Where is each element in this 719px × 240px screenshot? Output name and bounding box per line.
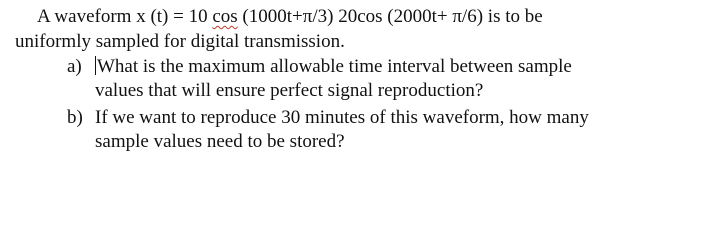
statement-text-end: (1000t+π/3) 20cos (2000t+ π/6) is to be <box>237 6 543 27</box>
question-a-line-1-text: What is the maximum allowable time interval between sample <box>97 56 572 77</box>
problem-statement-line-2: uniformly sampled for digital transmission. <box>15 31 345 52</box>
question-text-a <box>95 55 572 103</box>
spellcheck-flagged-word[interactable]: cos <box>212 6 238 27</box>
question-a-line-2: values that will ensure perfect signal reproduction? <box>95 80 484 101</box>
question-a-line-1 <box>95 55 572 79</box>
question-marker-a: a) <box>67 56 82 77</box>
question-marker-b: b) <box>67 107 83 128</box>
question-b-line-1: If we want to reproduce 30 minutes of this waveform, how many <box>95 107 589 128</box>
statement-text-start: A waveform x (t) = 10 <box>37 6 213 27</box>
question-text-b <box>95 106 589 154</box>
question-b-line-2: sample values need to be stored? <box>95 131 345 152</box>
problem-statement-line-1 <box>37 5 543 29</box>
text-cursor <box>95 56 96 75</box>
